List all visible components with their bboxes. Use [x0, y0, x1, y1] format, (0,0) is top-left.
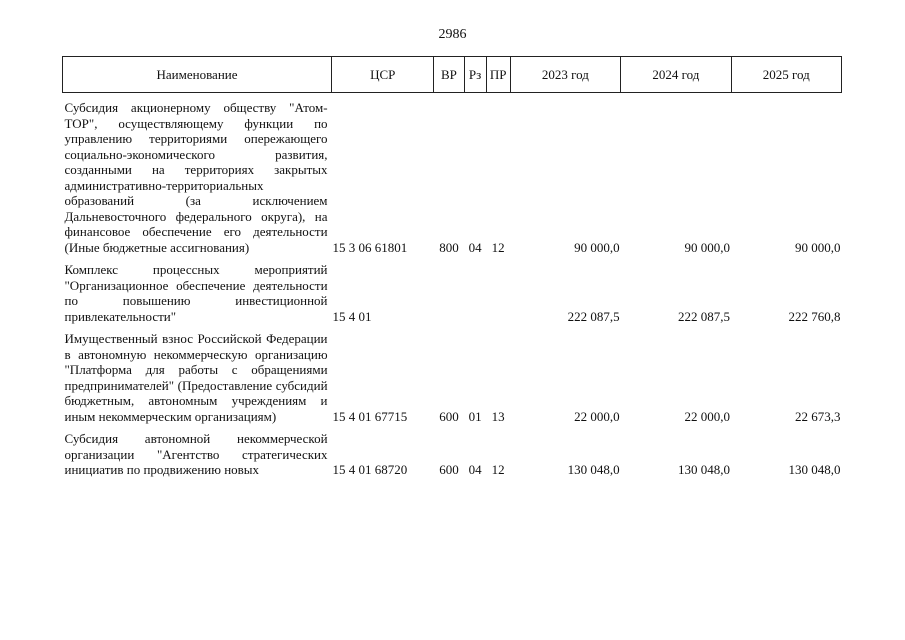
- row-2023: 130 048,0: [567, 462, 620, 477]
- table-header: [63, 57, 842, 93]
- row-name: Комплекс процессных мероприятий "Организационное обеспечение деятельности по повышению инвестиционной привлекательности": [64, 262, 328, 324]
- row-2023: 22 000,0: [574, 408, 620, 424]
- row-csr: 15 4 01 68720: [332, 462, 408, 477]
- row-csr: 15 3 06 61801: [332, 239, 408, 255]
- page-number: 2986: [438, 27, 467, 42]
- row-2025: 22 673,3: [795, 408, 841, 424]
- row-vr: 600: [439, 462, 459, 477]
- header-csr: ЦСР: [332, 57, 434, 93]
- header-rz: Рз: [464, 57, 486, 93]
- row-pr: 12: [491, 239, 505, 255]
- row-vr: [434, 255, 464, 324]
- row-2024: 22 000,0: [684, 408, 731, 424]
- row-name: Субсидия автономной некоммерческой организации "Агентство стратегических инициатив по продвижению новых: [64, 431, 328, 477]
- table-row: [63, 424, 842, 478]
- header-pr: ПР: [486, 57, 510, 93]
- row-rz: 01: [468, 408, 482, 424]
- row-vr: 800: [439, 239, 459, 255]
- row-2023: 222 087,5: [567, 308, 620, 324]
- row-pr: [486, 255, 510, 324]
- header-2024: 2024 год: [621, 57, 731, 93]
- row-2023: 90 000,0: [574, 239, 620, 255]
- row-pr: 12: [491, 462, 505, 477]
- header-name: Наименование: [63, 57, 332, 93]
- row-2024: 90 000,0: [684, 239, 731, 255]
- row-rz: [464, 255, 486, 324]
- row-2025: 222 760,8: [788, 308, 841, 324]
- row-2024: 130 048,0: [678, 462, 731, 477]
- header-2023: 2023 год: [510, 57, 620, 93]
- row-2025: 130 048,0: [788, 462, 841, 477]
- row-name: Имущественный взнос Российской Федерации в автономную некоммерческую организацию "Платформа для работы с обращениями предпринимателей" (Предоставление субсидий бюджетным, автономным учреждениям и иным некоммерческим организациям): [64, 331, 328, 424]
- table-row: [63, 255, 842, 324]
- header-2025: 2025 год: [731, 57, 841, 93]
- budget-table: [62, 56, 842, 478]
- row-pr: 13: [491, 408, 505, 424]
- row-rz: 04: [468, 239, 482, 255]
- row-rz: 04: [468, 462, 482, 477]
- row-name: Субсидия акционерному обществу "Атом-ТОР", осуществляющему функции по управлению территориями опережающего социально-экономического развития, созданными на территориях закрытых административно-территориальных образований (за исключением Дальневосточного федерального округа), на финансовое обеспечение его деятельности (Иные бюджетные ассигнования): [64, 100, 328, 255]
- row-csr: 15 4 01: [332, 308, 372, 324]
- table-row: [63, 93, 842, 256]
- row-2024: 222 087,5: [678, 308, 731, 324]
- header-vr: ВР: [434, 57, 464, 93]
- table-row: [63, 324, 842, 424]
- row-vr: 600: [439, 408, 459, 424]
- row-csr: 15 4 01 67715: [332, 408, 408, 424]
- row-2025: 90 000,0: [795, 239, 841, 255]
